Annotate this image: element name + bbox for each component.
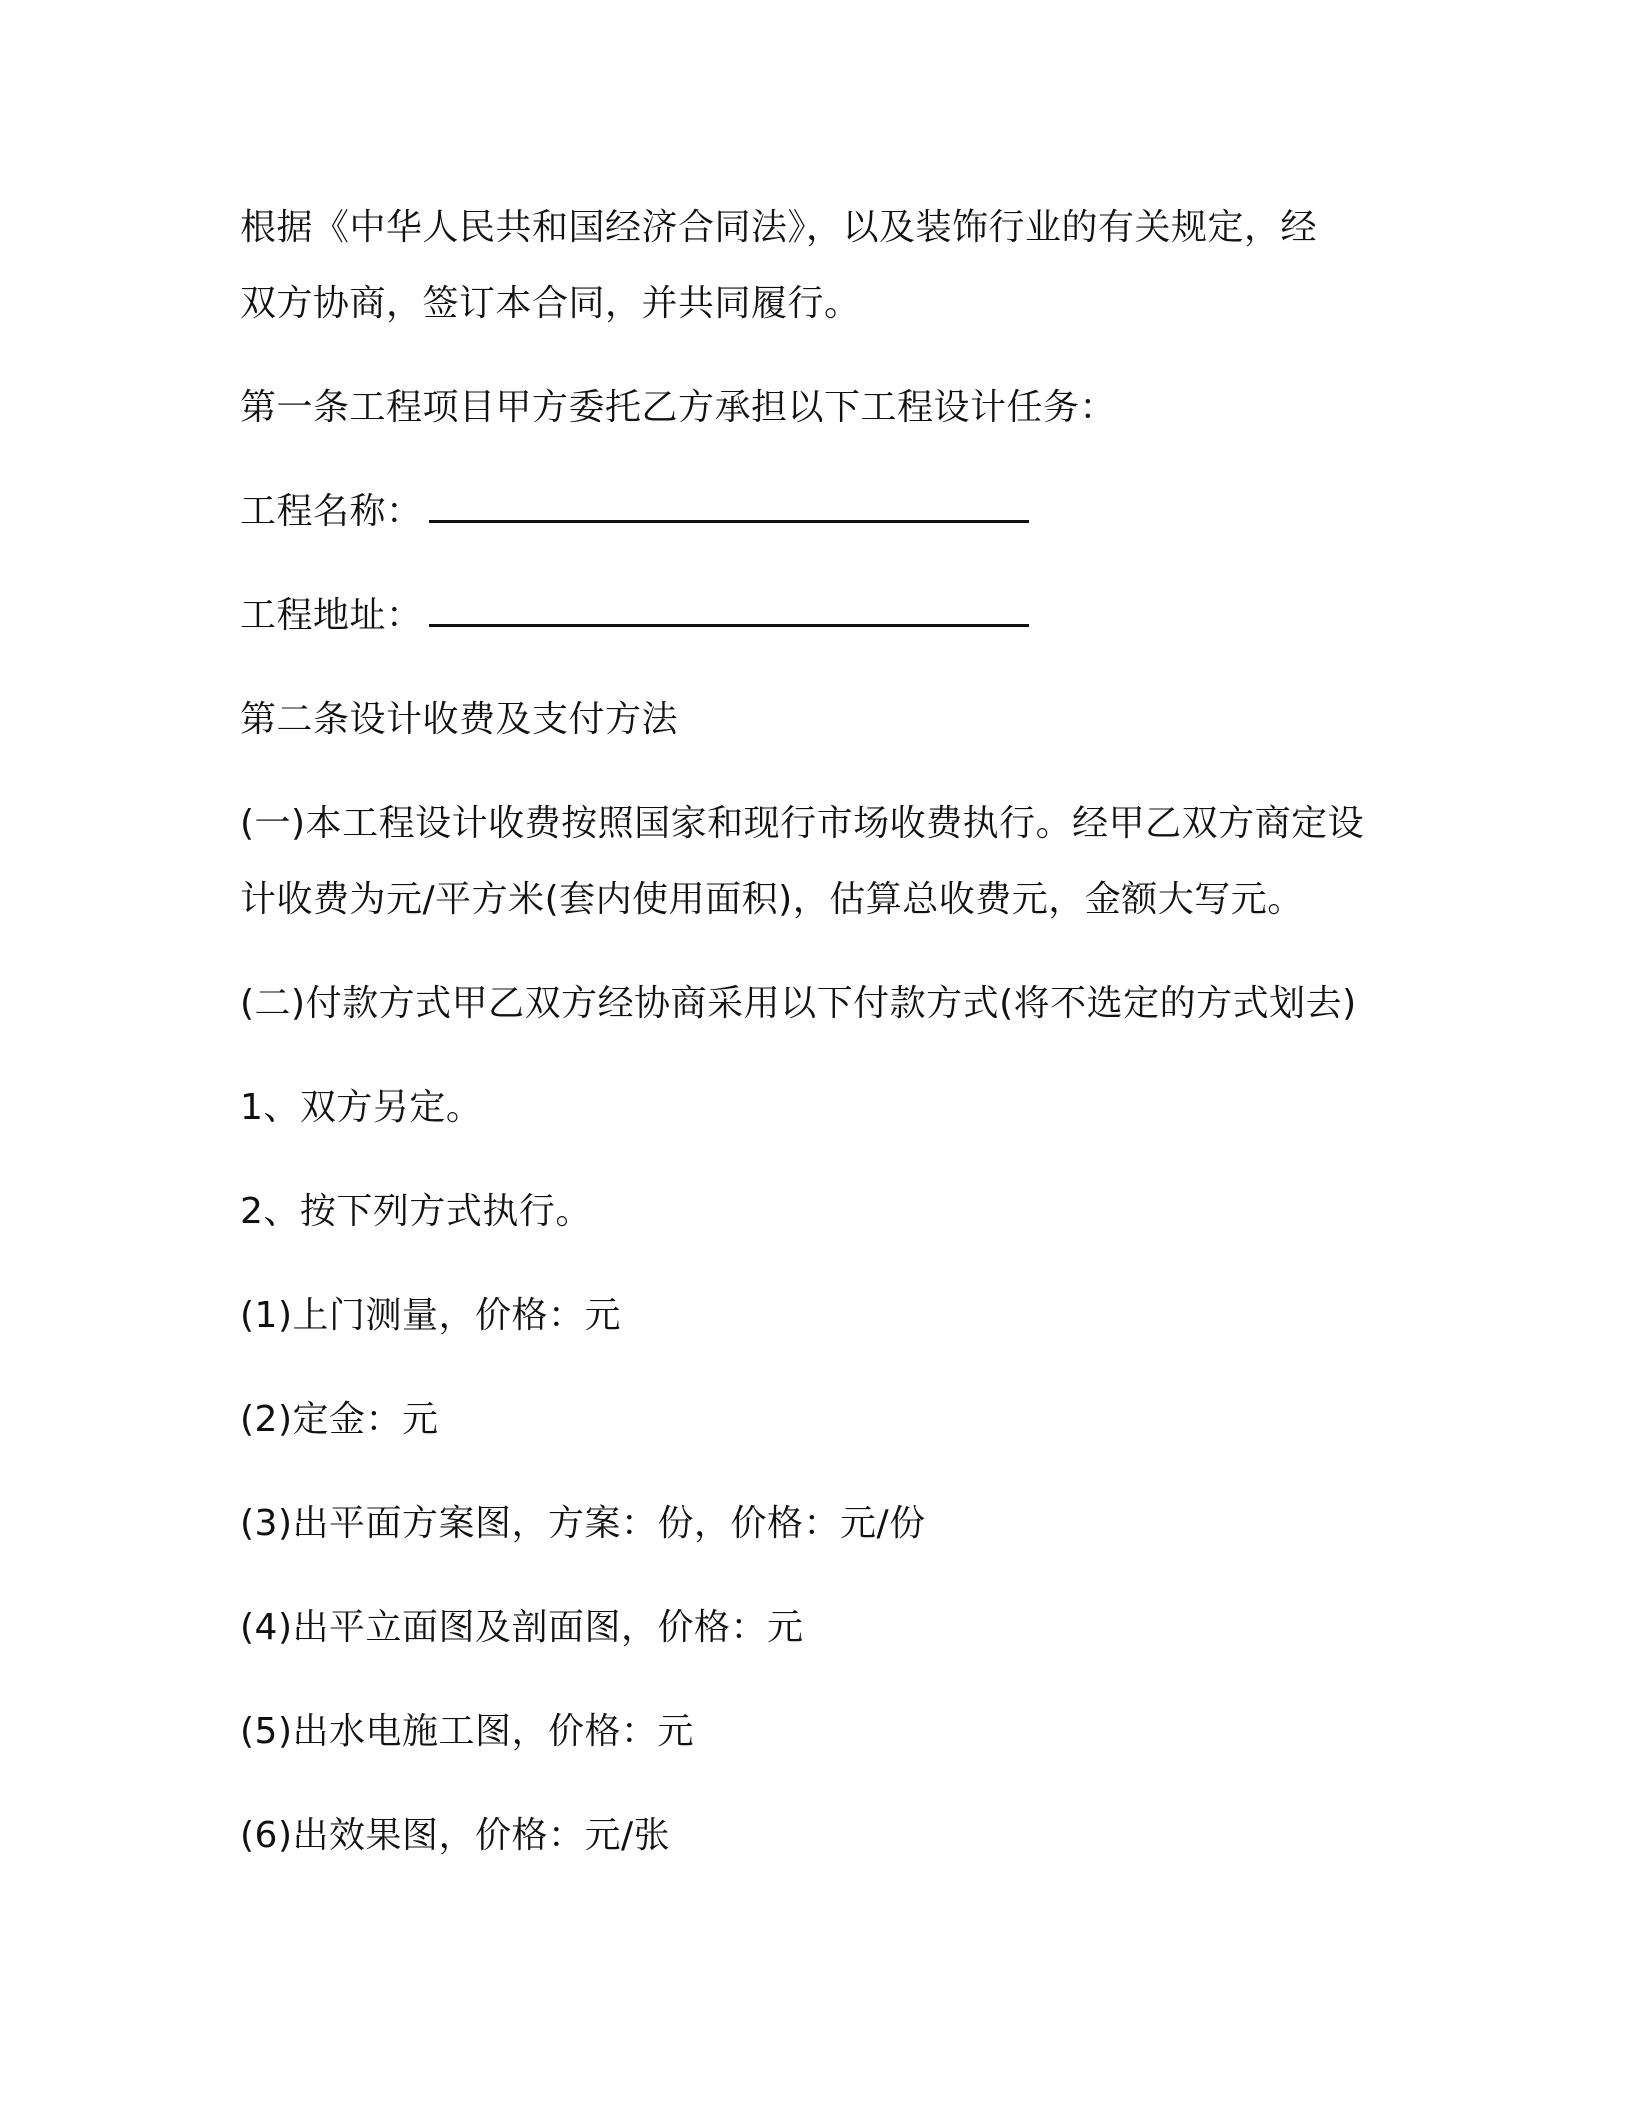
fee-clause-line-2: 计收费为元/平方米(套内使用面积)，估算总收费元，金额大写元。	[240, 879, 1304, 920]
project-address-label: 工程地址：	[240, 595, 423, 636]
document-body	[240, 190, 1410, 1902]
item-1	[240, 1278, 1410, 1354]
option-1-text: 1、双方另定。	[240, 1087, 483, 1128]
item-5-text: (5)出水电施工图，价格：元	[240, 1711, 694, 1752]
item-2-text: (2)定金：元	[240, 1399, 439, 1440]
item-1-text: (1)上门测量，价格：元	[240, 1295, 621, 1336]
payment-method-text: (二)付款方式甲乙双方经协商采用以下付款方式(将不选定的方式划去)	[240, 983, 1357, 1024]
article-2-title-text: 第二条设计收费及支付方法	[240, 699, 679, 740]
article-2-title	[240, 682, 1410, 758]
option-2-text: 2、按下列方式执行。	[240, 1191, 592, 1232]
item-6-text: (6)出效果图，价格：元/张	[240, 1815, 671, 1856]
item-3-text: (3)出平面方案图，方案：份，价格：元/份	[240, 1503, 926, 1544]
project-address-blank	[429, 582, 1029, 627]
option-1	[240, 1070, 1410, 1146]
option-2	[240, 1174, 1410, 1250]
intro-line-1: 根据《中华人民共和国经济合同法》，以及装饰行业的有关规定，经	[240, 207, 1318, 248]
article-1-title	[240, 370, 1410, 446]
item-2	[240, 1382, 1410, 1458]
project-name-blank	[429, 478, 1029, 523]
fee-clause-paragraph	[240, 786, 1410, 938]
item-6	[240, 1798, 1410, 1874]
project-address-row	[240, 578, 1410, 654]
payment-method-paragraph	[240, 966, 1410, 1042]
item-4-text: (4)出平立面图及剖面图，价格：元	[240, 1607, 804, 1648]
item-4	[240, 1590, 1410, 1666]
item-5	[240, 1694, 1410, 1770]
project-name-row	[240, 474, 1410, 550]
intro-paragraph	[240, 190, 1410, 342]
project-name-label: 工程名称：	[240, 491, 423, 532]
article-1-title-text: 第一条工程项目甲方委托乙方承担以下工程设计任务：	[240, 387, 1117, 428]
intro-line-2: 双方协商，签订本合同，并共同履行。	[240, 283, 861, 324]
fee-clause-line-1: (一)本工程设计收费按照国家和现行市场收费执行。经甲乙双方商定设	[240, 803, 1365, 844]
item-3	[240, 1486, 1410, 1562]
